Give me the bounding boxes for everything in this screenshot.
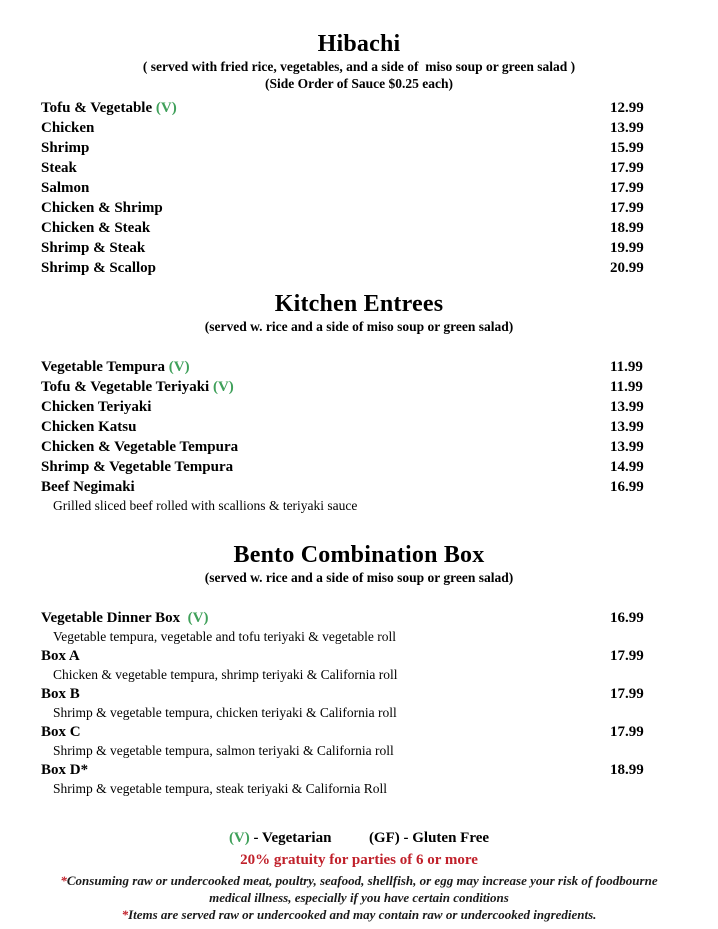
item-list-hibachi bbox=[0, 98, 718, 278]
menu-item-row[interactable] bbox=[0, 178, 718, 198]
section-bento-combination-box bbox=[0, 541, 718, 798]
disclaimer-text-1: Consuming raw or undercooked meat, poultry, seafood, shellfish, or egg may increase your risk of foodbourne bbox=[66, 873, 658, 888]
item-name: Box A bbox=[41, 648, 80, 664]
item-name: Salmon bbox=[41, 180, 90, 196]
item-price: 17.99 bbox=[610, 724, 644, 740]
gratuity-notice: 20% gratuity for parties of 6 or more bbox=[240, 852, 478, 868]
menu-item-row[interactable] bbox=[0, 98, 718, 118]
menu-item-row[interactable] bbox=[0, 397, 718, 417]
legend-vegetarian-text: - Vegetarian bbox=[249, 830, 332, 846]
item-description: Shrimp & vegetable tempura, steak teriyaki & California Roll bbox=[53, 781, 388, 796]
item-price: 15.99 bbox=[610, 140, 644, 156]
disclaimer-text-3: Items are served raw or undercooked and may contain raw or undercooked ingredients. bbox=[128, 907, 597, 922]
menu-footer bbox=[0, 828, 718, 923]
item-price: 16.99 bbox=[610, 610, 644, 626]
item-name: Shrimp bbox=[41, 140, 90, 156]
item-price: 17.99 bbox=[610, 160, 644, 176]
item-name: Box B bbox=[41, 686, 80, 702]
section-title-hibachi: Hibachi bbox=[317, 31, 401, 57]
item-description: Grilled sliced beef rolled with scallions & teriyaki sauce bbox=[53, 498, 358, 513]
menu-item-row[interactable] bbox=[0, 357, 718, 377]
item-price: 13.99 bbox=[610, 419, 644, 435]
item-name: Chicken & Shrimp bbox=[41, 200, 163, 216]
section-subtitle-kitchen-entrees: (served w. rice and a side of miso soup or green salad) bbox=[204, 319, 514, 334]
item-list-bento bbox=[0, 608, 718, 798]
item-name: Shrimp & Steak bbox=[41, 240, 146, 256]
legend-gluten-free-text: (GF) - Gluten Free bbox=[368, 830, 490, 846]
menu-item-row[interactable] bbox=[0, 722, 718, 742]
menu-item-row[interactable] bbox=[0, 198, 718, 218]
item-price: 18.99 bbox=[610, 220, 644, 236]
item-name: Chicken Katsu bbox=[41, 419, 137, 435]
item-name: Chicken bbox=[41, 120, 95, 136]
vegetarian-tag: (V) bbox=[187, 610, 209, 626]
disclaimer-line-1 bbox=[0, 872, 718, 889]
item-description: Shrimp & vegetable tempura, chicken teriyaki & California roll bbox=[53, 705, 397, 720]
item-price: 13.99 bbox=[610, 120, 644, 136]
menu-item-row[interactable] bbox=[0, 457, 718, 477]
menu-item-row[interactable] bbox=[0, 760, 718, 780]
legend-vegetarian-mark: (V) bbox=[228, 830, 250, 846]
menu-item-row[interactable] bbox=[0, 437, 718, 457]
menu-item-row[interactable] bbox=[0, 158, 718, 178]
item-name: Steak bbox=[41, 160, 77, 176]
item-price: 16.99 bbox=[610, 479, 644, 495]
item-price: 14.99 bbox=[610, 459, 644, 475]
item-name: Box D* bbox=[41, 762, 89, 778]
menu-item-row[interactable] bbox=[0, 258, 718, 278]
menu-item-row[interactable] bbox=[0, 477, 718, 497]
disclaimer-line-3 bbox=[0, 906, 718, 923]
item-price: 18.99 bbox=[610, 762, 644, 778]
item-name: Box C bbox=[41, 724, 81, 740]
menu-item-row[interactable] bbox=[0, 608, 718, 628]
section-subtitle-hibachi: ( served with fried rice, vegetables, and a side of miso soup or green salad ) bbox=[142, 59, 576, 74]
menu-item-row[interactable] bbox=[0, 377, 718, 397]
item-name: Vegetable Dinner Box (V) bbox=[41, 610, 209, 626]
item-description: Shrimp & vegetable tempura, salmon teriyaki & California roll bbox=[53, 743, 394, 758]
top-spacer bbox=[0, 0, 718, 30]
section-kitchen-entrees bbox=[0, 290, 718, 515]
item-name: Tofu & Vegetable Teriyaki (V) bbox=[41, 379, 234, 395]
menu-item-row[interactable] bbox=[0, 417, 718, 437]
item-description: Chicken & vegetable tempura, shrimp teriyaki & California roll bbox=[53, 667, 398, 682]
item-list-kitchen-entrees bbox=[0, 357, 718, 515]
section-title-kitchen-entrees: Kitchen Entrees bbox=[274, 291, 444, 317]
vegetarian-tag: (V) bbox=[212, 379, 234, 395]
menu-item-row[interactable] bbox=[0, 646, 718, 666]
item-name: Vegetable Tempura (V) bbox=[41, 359, 190, 375]
item-price: 17.99 bbox=[610, 180, 644, 196]
vegetarian-tag: (V) bbox=[155, 100, 177, 116]
asterisk-mark: * bbox=[60, 873, 67, 888]
item-description: Vegetable tempura, vegetable and tofu teriyaki & vegetable roll bbox=[53, 629, 396, 644]
menu-item-row[interactable] bbox=[0, 684, 718, 704]
disclaimer-line-2: medical illness, especially if you have certain conditions bbox=[209, 890, 509, 905]
section-subtitle2-hibachi: (Side Order of Sauce $0.25 each) bbox=[265, 76, 453, 91]
menu-item-row[interactable] bbox=[0, 138, 718, 158]
menu-item-row[interactable] bbox=[0, 238, 718, 258]
item-price: 12.99 bbox=[610, 100, 644, 116]
item-name: Shrimp & Scallop bbox=[41, 260, 157, 276]
item-name: Beef Negimaki bbox=[41, 479, 135, 495]
item-price: 11.99 bbox=[610, 379, 643, 395]
menu-item-row[interactable] bbox=[0, 118, 718, 138]
item-price: 13.99 bbox=[610, 439, 644, 455]
item-price: 13.99 bbox=[610, 399, 644, 415]
section-subtitle-bento: (served w. rice and a side of miso soup or green salad) bbox=[204, 570, 514, 585]
item-price: 20.99 bbox=[610, 260, 644, 276]
item-name: Chicken & Steak bbox=[41, 220, 151, 236]
section-title-bento: Bento Combination Box bbox=[233, 542, 485, 568]
item-name: Chicken & Vegetable Tempura bbox=[41, 439, 239, 455]
section-hibachi bbox=[0, 30, 718, 278]
item-price: 17.99 bbox=[610, 200, 644, 216]
item-price: 19.99 bbox=[610, 240, 644, 256]
item-name: Tofu & Vegetable (V) bbox=[41, 100, 177, 116]
item-name: Chicken Teriyaki bbox=[41, 399, 152, 415]
item-price: 17.99 bbox=[610, 686, 644, 702]
item-name: Shrimp & Vegetable Tempura bbox=[41, 459, 234, 475]
vegetarian-tag: (V) bbox=[168, 359, 190, 375]
legend-spacer bbox=[331, 830, 369, 846]
item-price: 17.99 bbox=[610, 648, 644, 664]
legend-line bbox=[0, 828, 718, 848]
menu-item-row[interactable] bbox=[0, 218, 718, 238]
item-price: 11.99 bbox=[610, 359, 643, 375]
asterisk-mark: * bbox=[121, 907, 129, 922]
